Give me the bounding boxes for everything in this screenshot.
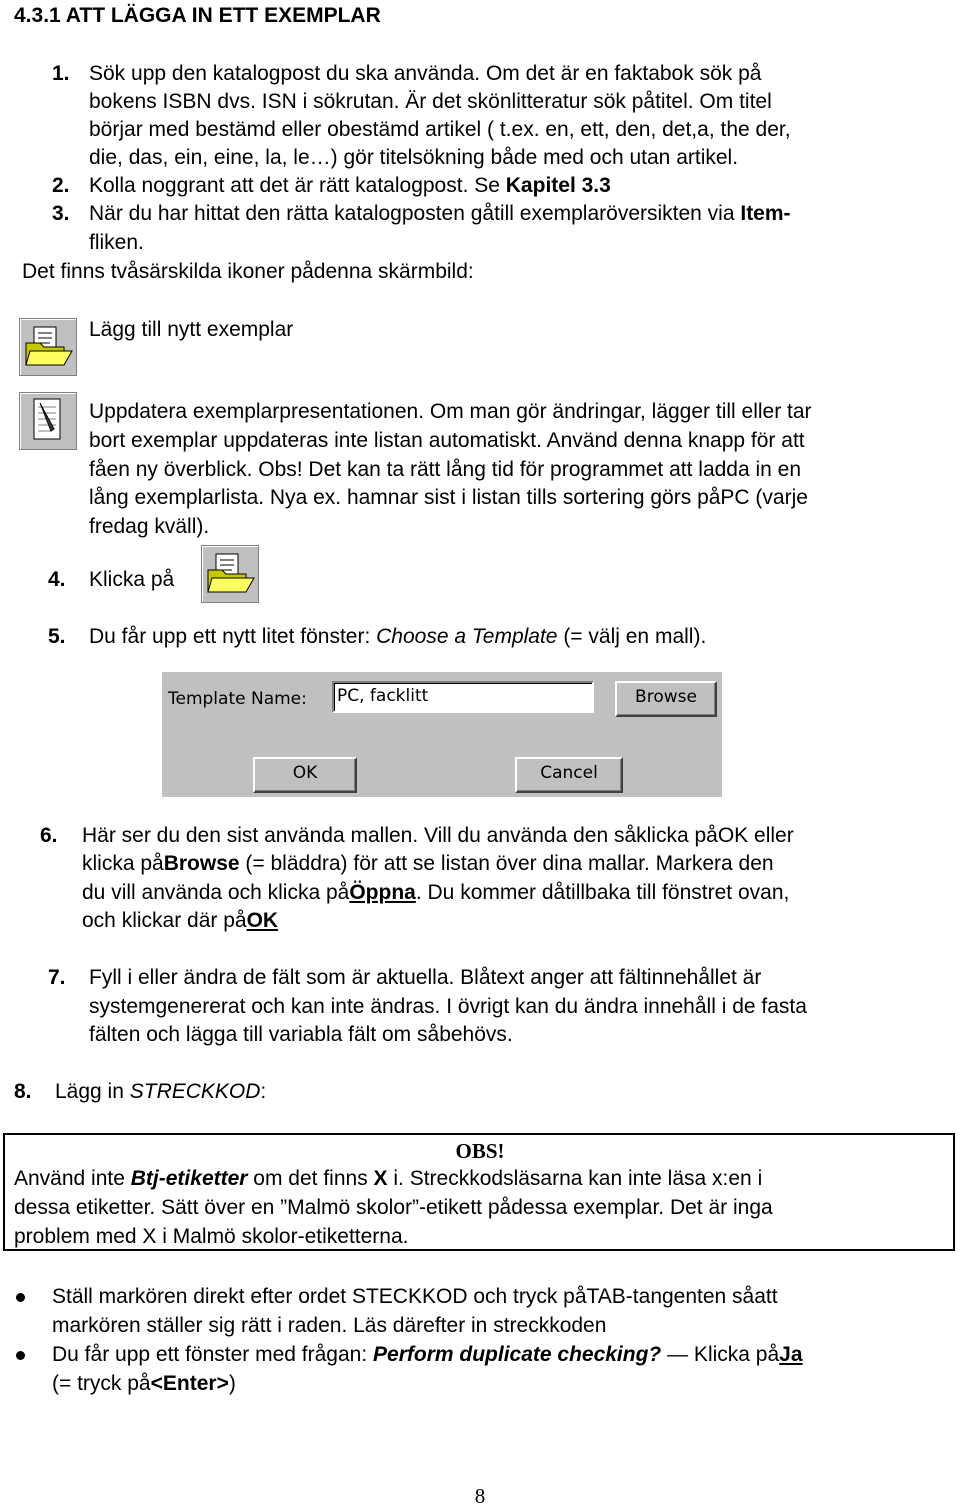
- step-1-line-1: Sök upp den katalogpost du ska använda. Om det är en faktabok sök på: [89, 62, 762, 85]
- step-8-number: 8.: [14, 1080, 32, 1103]
- bullet-2-line-1: Du får upp ett fönster med frågan: Perform duplicate checking? — Klicka påJa: [52, 1343, 803, 1366]
- step-7-line-2: systemgenererat och kan inte ändras. I övrigt kan du ändra innehåll i de fasta: [89, 995, 807, 1018]
- step-7-number: 7.: [48, 966, 66, 989]
- step-4-number: 4.: [48, 568, 66, 591]
- step-3-line-2: fliken.: [89, 231, 144, 254]
- template-name-input[interactable]: PC, facklitt: [332, 681, 594, 713]
- step-1-line-4: die, das, ein, eine, la, le…) gör titelsökning både med och utan artikel.: [89, 146, 739, 169]
- update-line-5: fredag kväll).: [89, 515, 210, 538]
- template-name-label: Template Name:: [168, 689, 307, 709]
- bullet-dot: [16, 1293, 25, 1302]
- step-1-number: 1.: [52, 62, 70, 85]
- ok-button[interactable]: OK: [253, 757, 357, 793]
- bullet-dot: [16, 1351, 25, 1360]
- obs-line-1: Använd inte Btj-etiketter om det finns X i. Streckkodsläsarna kan inte läsa x:en i: [14, 1167, 763, 1190]
- update-line-3: fåen ny överblick. Obs! Det kan ta rätt lång tid för programmet att ladda in en: [89, 458, 802, 481]
- step-1-line-3: börjar med bestämd eller obestämd artikel ( t.ex. en, ett, den, det,a, the der,: [89, 118, 791, 141]
- step-2-text: Kolla noggrant att det är rätt katalogpost. Se Kapitel 3.3: [89, 174, 611, 197]
- cancel-button[interactable]: Cancel: [515, 757, 623, 793]
- add-folder-icon[interactable]: [19, 318, 77, 376]
- step-6-number: 6.: [40, 824, 58, 847]
- chapter-reference: Kapitel 3.3: [505, 174, 611, 197]
- step-7-line-3: fälten och lägga till variabla fält om såbehövs.: [89, 1023, 513, 1046]
- section-heading: 4.3.1 ATT LÄGGA IN ETT EXEMPLAR: [14, 4, 381, 27]
- step-6-line-3: du vill använda och klicka påÖppna. Du kommer dåtillbaka till fönstret ovan,: [82, 881, 790, 904]
- step-3-number: 3.: [52, 202, 70, 225]
- step-4-text: Klicka på: [89, 568, 175, 591]
- step-2-number: 2.: [52, 174, 70, 197]
- obs-title: OBS!: [455, 1139, 505, 1163]
- step-6-line-4: och klickar där påOK: [82, 909, 279, 932]
- update-line-2: bort exemplar uppdateras inte listan automatiskt. Använd denna knapp för att: [89, 429, 805, 452]
- step-8-text: Lägg in STRECKKOD:: [55, 1080, 267, 1103]
- choose-template-dialog: [162, 672, 722, 797]
- step-7-line-1: Fyll i eller ändra de fält som är aktuella. Blåtext anger att fältinnehållet är: [89, 966, 762, 989]
- page-number: 8: [474, 1484, 486, 1508]
- bullet-1-line-2: markören ställer sig rätt i raden. Läs därefter in streckkoden: [52, 1314, 607, 1337]
- obs-line-3: problem med X i Malmö skolor-etiketterna.: [14, 1225, 409, 1248]
- add-copy-label: Lägg till nytt exemplar: [89, 318, 294, 341]
- update-line-1: Uppdatera exemplarpresentationen. Om man gör ändringar, lägger till eller tar: [89, 400, 812, 423]
- bullet-2-line-2: (= tryck på<Enter>): [52, 1372, 236, 1395]
- step-1-line-2: bokens ISBN dvs. ISN i sökrutan. Är det skönlitteratur sök påtitel. Om titel: [89, 90, 772, 113]
- step-3-text: När du har hittat den rätta katalogposten gåtill exemplaröversikten via Item-: [89, 202, 791, 225]
- obs-line-2: dessa etiketter. Sätt över en ”Malmö skolor”-etikett pådessa exemplar. Det är inga: [14, 1196, 773, 1219]
- update-line-4: lång exemplarlista. Nya ex. hamnar sist i listan tills sortering görs påPC (varje: [89, 486, 808, 509]
- add-folder-icon[interactable]: [201, 545, 259, 603]
- browse-button[interactable]: Browse: [615, 681, 717, 717]
- step-5-text: Du får upp ett nytt litet fönster: Choose a Template (= välj en mall).: [89, 625, 707, 648]
- item-tab-reference: Item-: [740, 202, 791, 225]
- step-6-line-2: klicka påBrowse (= bläddra) för att se listan över dina mallar. Markera den: [82, 852, 774, 875]
- bullet-1-line-1: Ställ markören direkt efter ordet STECKKOD och tryck påTAB-tangenten såatt: [52, 1285, 778, 1308]
- step-5-number: 5.: [48, 625, 66, 648]
- icons-intro: Det finns tvåsärskilda ikoner pådenna skärmbild:: [22, 260, 474, 283]
- update-document-icon[interactable]: [19, 392, 77, 450]
- step-6-line-1: Här ser du den sist använda mallen. Vill du använda den såklicka påOK eller: [82, 824, 794, 847]
